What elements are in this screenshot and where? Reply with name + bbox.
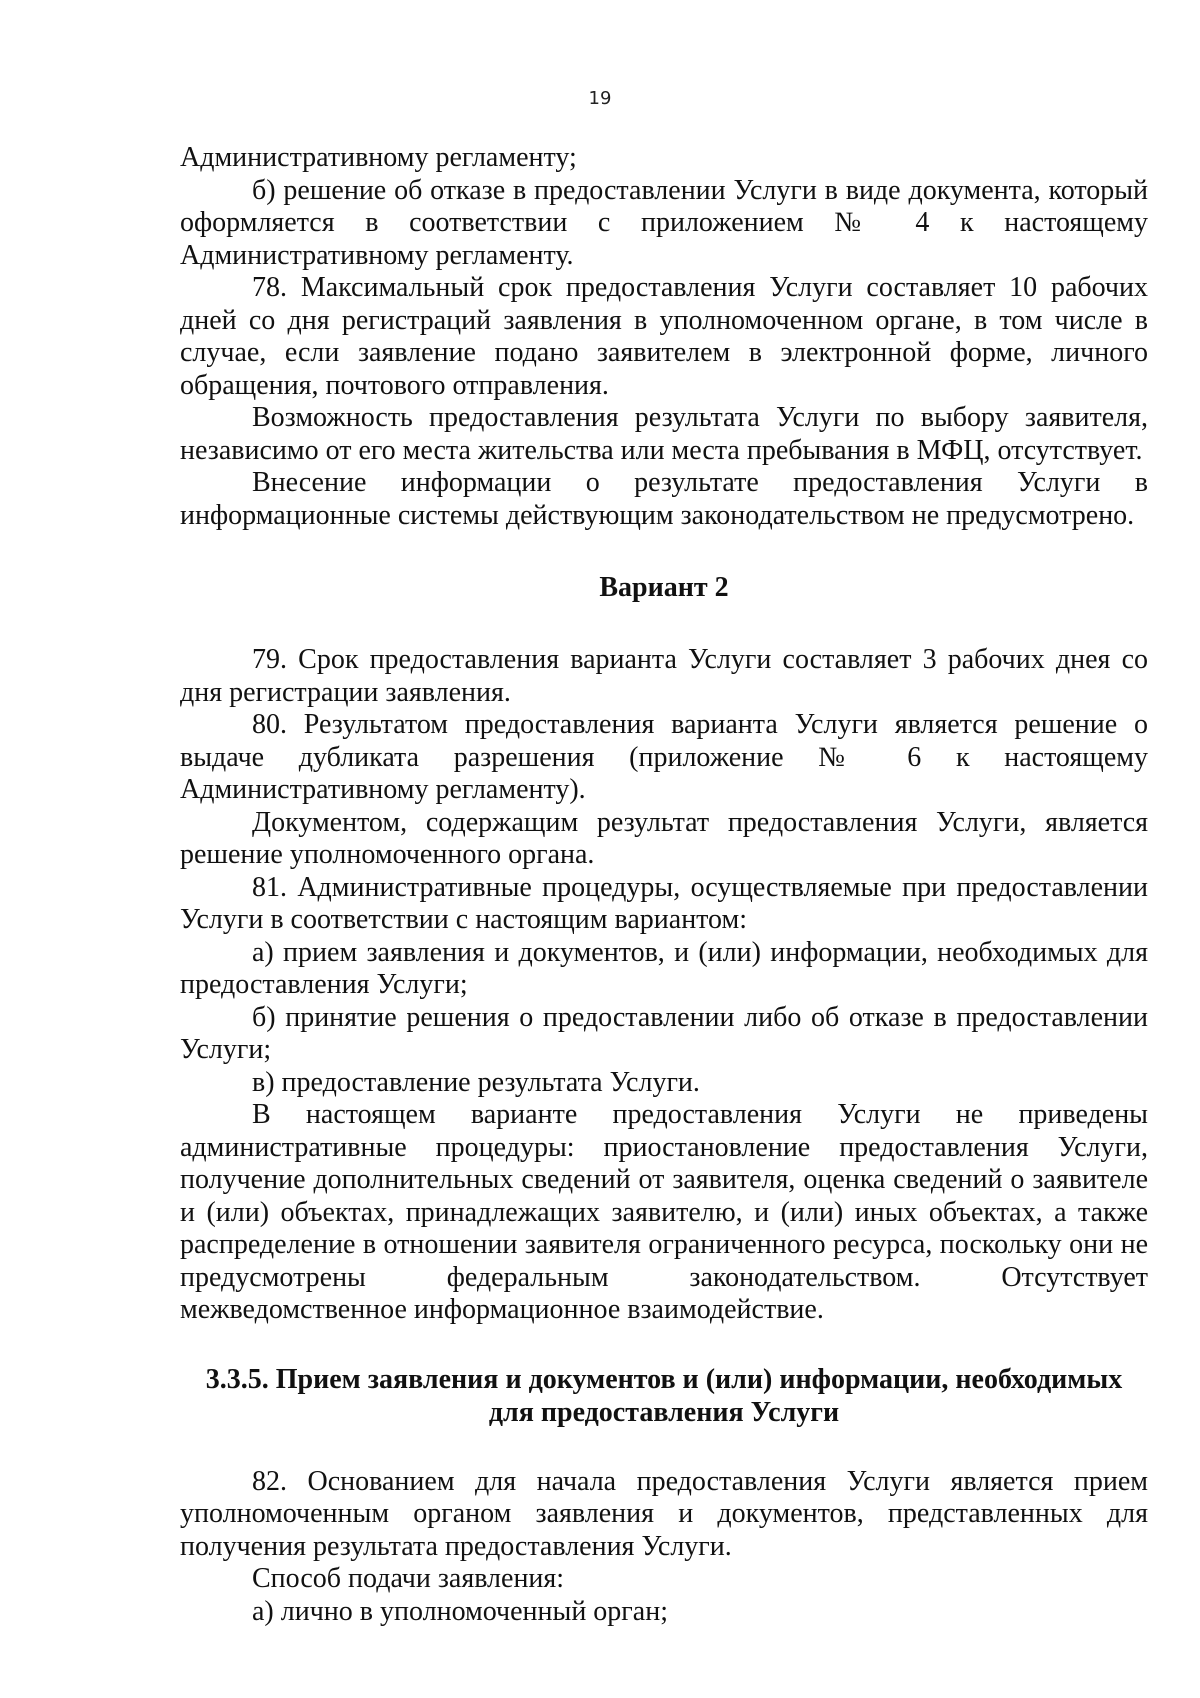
paragraph-item-80: 80. Результатом предоставления варианта Услуги является решение о выдаче дубликата разрешения (приложение № 6 к настоящему Административному регламенту). xyxy=(180,709,1148,805)
paragraph: Способ подачи заявления: xyxy=(252,1563,565,1594)
paragraph: б) решение об отказе в предоставлении Услуги в виде документа, который оформляется в соответствии с приложением № 4 к настоящему Административному регламенту. xyxy=(180,174,1148,271)
paragraph: Возможность предоставления результата Услуги по выбору заявителя, независимо от его места жительства или места пребывания в МФЦ, отсутствует. xyxy=(180,402,1148,466)
heading-section-3-3-5 xyxy=(180,1363,1148,1429)
paragraph-item-79: 79. Срок предоставления варианта Услуги составляет 3 рабочих днея со дня регистрации заявления. xyxy=(180,644,1148,708)
paragraph: В настоящем варианте предоставления Услуги не приведены административные процедуры: приостановление предоставления Услуги, получение дополнительных сведений от заявителя, оценка сведений о заявителе и (или) объектах, принадлежащих заявителю, и (или) иных объектах, а также распределение в отношении заявителя ограниченного ресурса, поскольку они не предусмотрены федеральным законодательством. Отсутствует межведомственное информационное взаимодействие. xyxy=(180,1099,1148,1325)
heading-line: для предоставления Услуги xyxy=(488,1396,840,1428)
paragraph: Административному регламенту; xyxy=(180,142,577,173)
paragraph: Внесение информации о результате предоставления Услуги в информационные системы действующим законодательством не предусмотрено. xyxy=(180,467,1148,531)
list-item: б) принятие решения о предоставлении либо об отказе в предоставлении Услуги; xyxy=(180,1001,1148,1065)
heading-variant: Вариант 2 xyxy=(599,572,729,603)
list-item: в) предоставление результата Услуги. xyxy=(252,1066,700,1098)
paragraph-item-81: 81. Административные процедуры, осуществляемые при предоставлении Услуги в соответствии с настоящим вариантом: xyxy=(180,871,1148,935)
page-number: 19 xyxy=(588,88,612,109)
paragraph: Документом, содержащим результат предоставления Услуги, является решение уполномоченного органа. xyxy=(180,806,1148,870)
list-item: а) лично в уполномоченный орган; xyxy=(252,1595,668,1627)
document-body xyxy=(180,142,1148,1628)
paragraph-item-78: 78. Максимальный срок предоставления Услуги составляет 10 рабочих дней со дня регистраций заявления в уполномоченном органе, в том числе в случае, если заявление подано заявителем в электронной форме, личного обращения, почтового отправления. xyxy=(180,272,1148,401)
heading-line: 3.3.5. Прием заявления и документов и (или) информации, необходимых xyxy=(205,1363,1123,1395)
list-item: а) прием заявления и документов, и (или) информации, необходимых для предоставления Услуги; xyxy=(180,936,1148,1000)
paragraph-item-82: 82. Основанием для начала предоставления Услуги является прием уполномоченным органом заявления и документов, представленных для получения результата предоставления Услуги. xyxy=(180,1465,1148,1562)
